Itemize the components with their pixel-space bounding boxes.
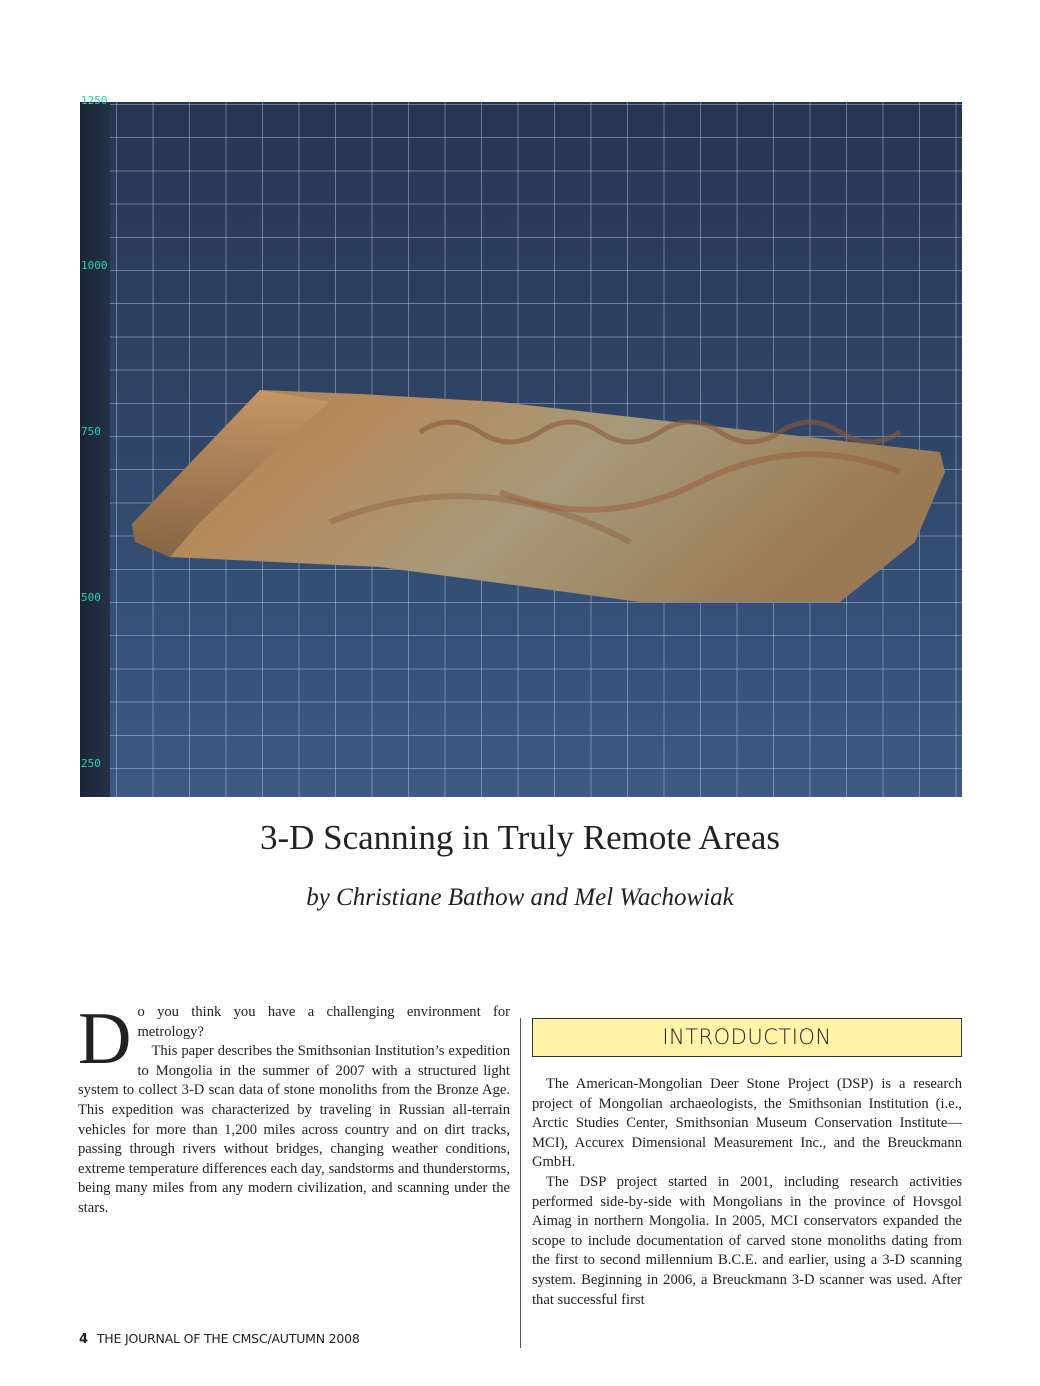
article-title: 3-D Scanning in Truly Remote Areas — [259, 818, 781, 857]
left-column — [78, 998, 510, 1219]
paragraph: This paper describes the Smithsonian Institution’s expedition to Mongolia in the summer of 2007 with a structured light system to collect 3-D scan data of stone monoliths from the Bronze Age. This expedition was characterized by traveling in Russian all-terrain vehicles for more than 1,200 miles across country and on dirt tracks, passing through rivers without bridges, changing weather conditions, extreme temperature differences each day, sandstorms and thunderstorms, being many miles from any modern civilization, and scanning under the stars. — [78, 1043, 510, 1216]
deer-stone-scan-image — [80, 102, 962, 797]
paragraph: The DSP project started in 2001, including research activities performed side-by-side with Mongolians in the province of Hovsgol Aimag in northern Mongolia. In 2005, MCI conservators expanded the scope to include documentation of carved stone monoliths dating from the first to second millennium B.C.E. and earlier, using a 3-D scanning system. Beginning in 2006, a Breuckmann 3-D scanner was used. After that successful first — [532, 1173, 962, 1308]
scan-figure — [80, 94, 962, 797]
section-heading-introduction: INTRODUCTION — [532, 1018, 962, 1057]
axis-tick: 750 — [81, 425, 101, 438]
drop-cap: D — [78, 998, 132, 1080]
axis-tick: 1250 — [81, 94, 108, 107]
axis-tick: 1000 — [81, 259, 108, 272]
paragraph: o you think you have a challenging environment for metrology? — [137, 1004, 510, 1040]
axis-tick: 500 — [81, 591, 101, 604]
article-byline: by Christiane Bathow and Mel Wachowiak — [306, 884, 734, 911]
right-column — [532, 1003, 962, 1310]
axis-tick: 250 — [81, 757, 101, 770]
journal-name: THE JOURNAL OF THE CMSC/AUTUMN 2008 — [96, 1331, 360, 1346]
paragraph: The American-Mongolian Deer Stone Project (DSP) is a research project of Mongolian archaeologists, the Smithsonian Institution (i.e., Arctic Studies Center, Smithsonian Museum Conservation Institute—MCI), Accurex Dimensional Measurement Inc., and the Breuckmann GmbH. — [532, 1076, 962, 1171]
page-number: 4 — [79, 1332, 88, 1347]
column-divider — [520, 1018, 521, 1348]
page-footer — [79, 1331, 360, 1347]
